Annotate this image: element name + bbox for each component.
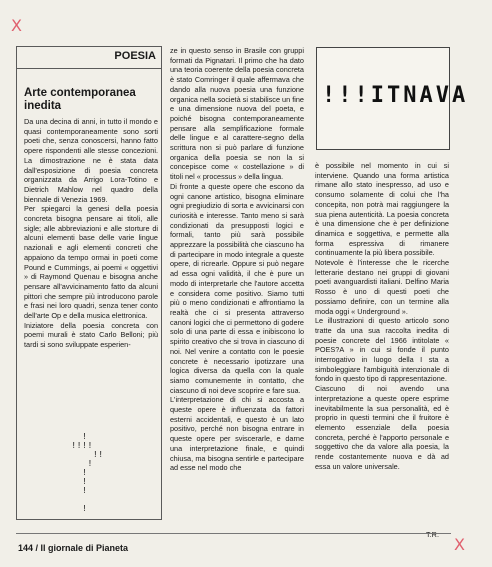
concrete-poem-illustration: ! !!!! !! ! ! ! ! ! <box>71 432 104 514</box>
paragraph: L'interpretazione di chi si accosta a queste opere è influenzata da fattori esterni accidentali, e questo è un lato positivo, perché non bisogna entrare in queste opere per sviscerarle, e darne una interpretazione finale, e quindi chiusa, ma bisogna sentirle e partecipare ad esse nel modo che <box>170 395 304 473</box>
column-3-text <box>315 161 449 472</box>
paragraph: Da una decina di anni, in tutto il mondo e quasi contemporaneamente sono sorti poeti che, senza conoscersi, hanno fatto opere rispondenti alle stesse concezioni. La dimostrazione ne è stata data dall'esposizione di poesia concreta organizzata da Arrigo Lora-Totino e Dietrich Mahlow nel quadro della biennale di Venezia 1969. <box>24 117 158 204</box>
paragraph: Ciascuno di noi avendo una interpretazione a queste opere esprime inevitabilmente la sua personalità, ed è proprio in questi termini che il fruitore è elemento essenziale della poesia concreta, perché è l'apporto personale e soggettivo che da valore alla poesia, la rende costantemente nuova e dà ad essa un valore universale. <box>315 384 449 471</box>
column-2-text <box>170 46 304 473</box>
article-title: Arte contemporanea inedita <box>24 87 136 112</box>
paragraph: Per spiegarci la genesi della poesia concreta bisogna pensare ai titoli, alle sigle; alle abbreviazioni e alle storture di alcuni elementi base delle varie lingue nazionali e agli elementi concreti che appaiono da tempo ormai in poeti come Pound e Cummings, ai poemi « oggettivi » di Raymond Quenau e bisogna anche pensare all'avvicinamento fatto da alcuni pittori che sempre più introducono parole e frasi nei loro quadri, senza tener conto dell'arte Op e della musica elettronica. <box>24 204 158 321</box>
red-x-mark: X <box>11 16 22 35</box>
paragraph: Notevole è l'interesse che le ricerche letterarie destano nei gruppi di giovani poeti avanguardisti italiani. Delfino Maria Rosso è uno di questi poeti che possiamo definire, con un termine alla moda oggi « Underground ». <box>315 258 449 316</box>
paragraph: Le illustrazioni di questo articolo sono tratte da una sua raccolta inedita di poesie concrete del 1966 intitolate « POES?A » in cui si fonde il punto interrogativo in luogo della I sta a simboleggiare l'ambiguità intenzionale di fondo in questo tipo di rappresentazione. <box>315 316 449 384</box>
paragraph: è possibile nel momento in cui si interviene. Quando una forma artistica rimane allo stato inespresso, ad uso e consumo solamente di colui che l'ha concepita, non potrà mai raggiungere la sua piena autenticità. La poesia concreta è una dimensione che è per definizione dinamica e soggettiva, e permette alla forma espressiva di rimanere continuamente la più libera possibile. <box>315 161 449 258</box>
paragraph: Iniziatore della poesia concreta con poemi murali è stato Carlo Belloni; più tardi si sono sviluppate esperien- <box>24 320 158 350</box>
section-header <box>16 46 162 69</box>
poster-text: !!!ITNAVA <box>322 83 469 108</box>
author-signature: T.R. <box>426 530 439 539</box>
footer-rule <box>16 533 451 534</box>
red-x-mark: X <box>454 535 465 554</box>
paragraph: Di fronte a queste opere che escono da ogni canone artistico, bisogna eliminare ogni pregiudizio di sorta e avvicinarsi con curiosità e interesse. Tanto meno si sarà condizionati da presupposti logici e formali, tanto più sarà possibile apprezzare la possibilità che ciascuno ha di partecipare in modo integrale a queste opere, di ricrearle. Oppure si può negare ad essa ogni validità, il che è pure un modo di interpretarle che l'autore accetta e considera come positivo. Siamo tutti più o meno condizionati e affrontiamo la realtà che ci si presenta attraverso canoni logici che ci permettono di godere solo di una parte di essa e inibiscono lo spirito creativo che si trova in ciascuno di noi. Nel venire a contatto con le poesie concrete è necessario ipotizzare una logica diversa da quella con la quale siamo comunemente in contatto, che ciascuno di noi deve scoprire e fare sua. <box>170 181 304 395</box>
section-label: POESIA <box>114 50 156 62</box>
page-footer: 144 / Il giornale di Pianeta <box>18 543 129 553</box>
column-1-text <box>24 117 158 350</box>
paragraph: ze in questo senso in Brasile con gruppi formati da Pignatari. Il primo che ha dato una teoria coerente della poesia concreta è stato Comringer il quale affermava che dando alla nuova poesia una funzione organica nella società si stabilisce un fine e una dimensione nuova del poeta, e poiché bisogna contemporaneamente pensare alla semplificazione formale delle lingue e al carattere-segno della scrittura non si può parlare di funzione organica della poesia se non la si concepisce come « costellazione » di titoli nel « processus » della lingua. <box>170 46 304 182</box>
